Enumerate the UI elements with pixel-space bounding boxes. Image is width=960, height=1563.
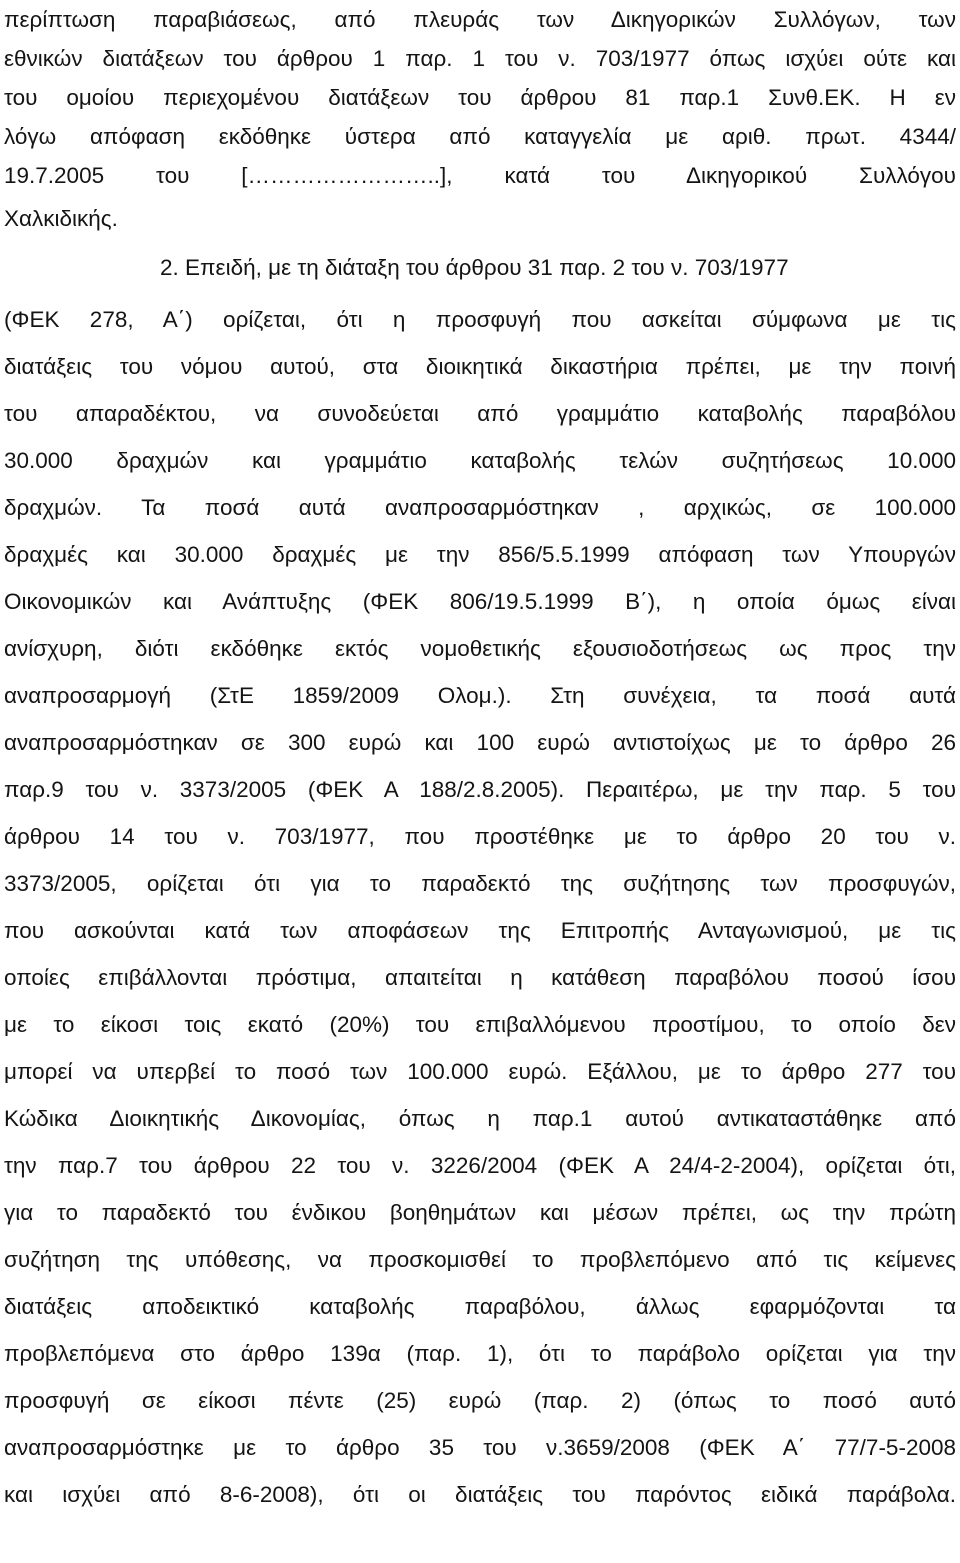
text-line: αναπροσαρμόστηκε με το άρθρο 35 του ν.3659/2008 (ΦΕΚ Α΄ 77/7-5-2008 (4, 1435, 956, 1460)
text-line: μπορεί να υπερβεί το ποσό των 100.000 ευρώ. Εξάλλου, με το άρθρο 277 του (4, 1059, 956, 1084)
text-line: διατάξεις του νόμου αυτού, στα διοικητικά δικαστήρια πρέπει, με την ποινή (4, 354, 956, 379)
text-line: διατάξεις αποδεικτικό καταβολής παραβόλου, άλλως εφαρμόζονται τα (4, 1294, 956, 1319)
text-line: 30.000 δραχμών και γραμμάτιο καταβολής τελών συζητήσεως 10.000 (4, 448, 956, 473)
text-line: συζήτηση της υπόθεσης, να προσκομισθεί το προβλεπόμενο από τις κείμενες (4, 1247, 956, 1272)
text-line: που ασκούνται κατά των αποφάσεων της Επιτροπής Ανταγωνισμού, με τις (4, 918, 956, 943)
text-line: λόγω απόφαση εκδόθηκε ύστερα από καταγγελία με αριθ. πρωτ. 4344/ (4, 124, 956, 149)
text-line: προσφυγή σε είκοσι πέντε (25) ευρώ (παρ. 2) (όπως το ποσό αυτό (4, 1388, 956, 1413)
text-line: αναπροσαρμογή (ΣτΕ 1859/2009 Ολομ.). Στη συνέχεια, τα ποσά αυτά (4, 683, 956, 708)
text-line: εθνικών διατάξεων του άρθρου 1 παρ. 1 του ν. 703/1977 όπως ισχύει ούτε και (4, 46, 956, 71)
paragraph-start-line: 2. Επειδή, με τη διάταξη του άρθρου 31 παρ. 2 του ν. 703/1977 (160, 255, 789, 280)
text-line: του ομοίου περιεχομένου διατάξεων του άρθρου 81 παρ.1 Συνθ.ΕΚ. Η εν (4, 85, 956, 110)
text-line: ανίσχυρη, διότι εκδόθηκε εκτός νομοθετικής εξουσιοδοτήσεως ως προς την (4, 636, 956, 661)
text-line: και ισχύει από 8-6-2008), ότι οι διατάξεις του παρόντος ειδικά παράβολα. (4, 1482, 956, 1507)
text-line: Κώδικα Διοικητικής Δικονομίας, όπως η παρ.1 αυτού αντικαταστάθηκε από (4, 1106, 956, 1131)
text-line: για το παραδεκτό του ένδικου βοηθημάτων και μέσων πρέπει, ως την πρώτη (4, 1200, 956, 1225)
text-line: δραχμές και 30.000 δραχμές με την 856/5.5.1999 απόφαση των Υπουργών (4, 542, 956, 567)
text-line: του απαραδέκτου, να συνοδεύεται από γραμμάτιο καταβολής παραβόλου (4, 401, 956, 426)
text-line: οποίες επιβάλλονται πρόστιμα, απαιτείται η κατάθεση παραβόλου ποσού ίσου (4, 965, 956, 990)
text-line: Χαλκιδικής. (4, 206, 118, 231)
text-line: την παρ.7 του άρθρου 22 του ν. 3226/2004 (ΦΕΚ Α 24/4-2-2004), ορίζεται ότι, (4, 1153, 956, 1178)
text-line: προβλεπόμενα στο άρθρο 139α (παρ. 1), ότι το παράβολο ορίζεται για την (4, 1341, 956, 1366)
text-line: δραχμών. Τα ποσά αυτά αναπροσαρμόστηκαν , αρχικώς, σε 100.000 (4, 495, 956, 520)
text-line: με το είκοσι τοις εκατό (20%) του επιβαλλόμενου προστίμου, το οποίο δεν (4, 1012, 956, 1037)
text-line: αναπροσαρμόστηκαν σε 300 ευρώ και 100 ευρώ αντιστοίχως με το άρθρο 26 (4, 730, 956, 755)
text-line: άρθρου 14 του ν. 703/1977, που προστέθηκε με το άρθρο 20 του ν. (4, 824, 956, 849)
text-line: 3373/2005, ορίζεται ότι για το παραδεκτό της συζήτησης των προσφυγών, (4, 871, 956, 896)
text-line: περίπτωση παραβιάσεως, από πλευράς των Δικηγορικών Συλλόγων, των (4, 7, 956, 32)
text-line: 19.7.2005 του [……………………..], κατά του Δικηγορικού Συλλόγου (4, 163, 956, 188)
text-line: παρ.9 του ν. 3373/2005 (ΦΕΚ Α 188/2.8.2005). Περαιτέρω, με την παρ. 5 του (4, 777, 956, 802)
text-line: (ΦΕΚ 278, Α΄) ορίζεται, ότι η προσφυγή που ασκείται σύμφωνα με τις (4, 307, 956, 332)
text-line: Οικονομικών και Ανάπτυξης (ΦΕΚ 806/19.5.1999 Β΄), η οποία όμως είναι (4, 589, 956, 614)
